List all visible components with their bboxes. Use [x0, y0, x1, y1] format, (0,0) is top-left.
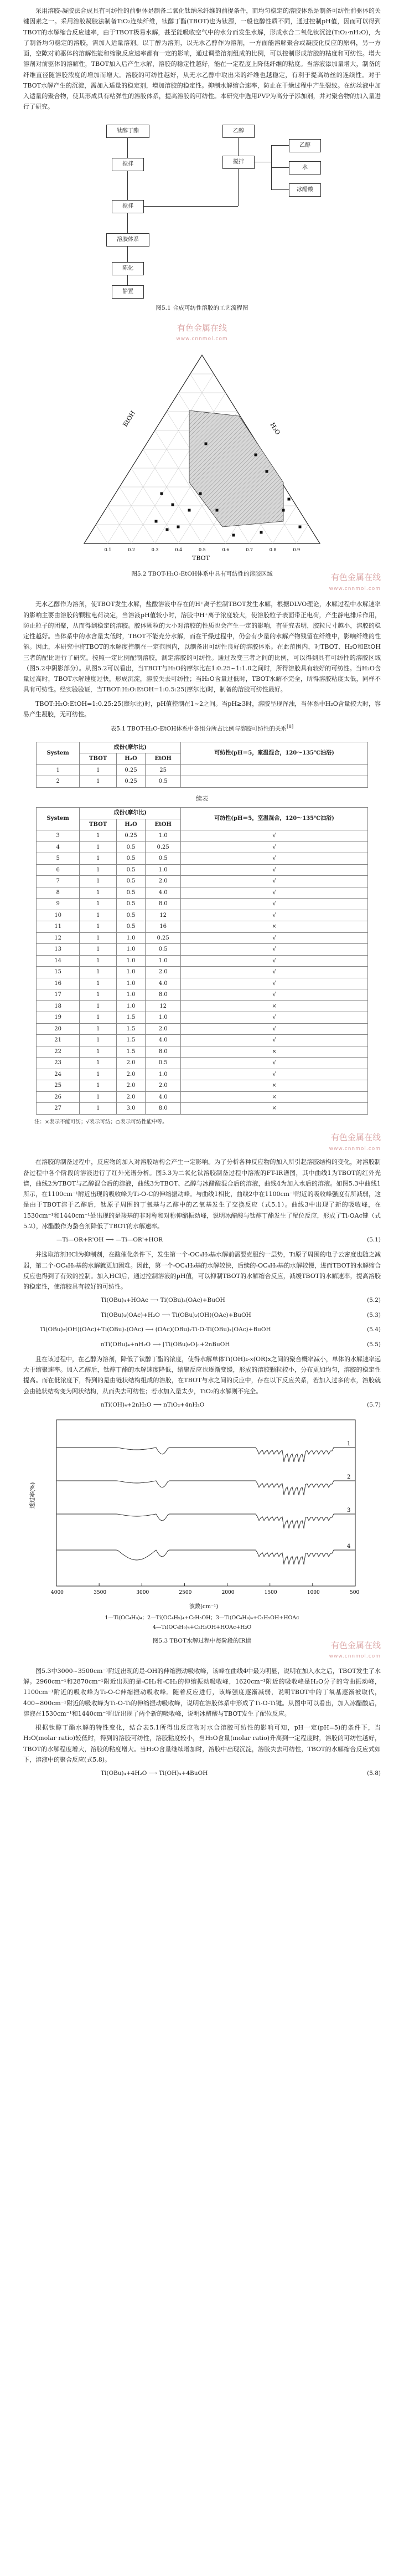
ir-spectrum-chart [23, 1414, 381, 1614]
equation-5-1: —Ti—OR+R'OH ⟶ —Ti—OR'+HOR (5.1) [56, 1236, 381, 1243]
table-row: 24 1 2.0 1.0 √ [37, 1069, 368, 1080]
tick-label: 0.6 [222, 547, 230, 552]
table-row: 20 1 1.5 2.0 √ [37, 1023, 368, 1035]
axis-water: H₂O [268, 421, 282, 436]
node-stir-2: 搅拌 [222, 156, 255, 169]
equation-5-4: Ti(OBu)₂(OH)(OAc)+Ti(OBu)₃(OAc) ⟶ (OAc)(OBu)₂Ti-O-Ti(OBu)₂(OAc)+BuOH (5.4) [40, 1326, 381, 1333]
table-row: 18 1 1.0 12 × [37, 1000, 368, 1012]
body-paragraph-8: 根据钛醇丁酯水解的特性变化，结合表5.1所得出反应物对水合溶胶可纺性的影响可知，pH一定(pH=5)的条件下，当H₂O(molar ratio)较低时，得到的溶胶可纺性，溶胶粘度较小，当H₂O含量(molar ratio)升高到一定程度时，溶胶的可纺性越好，TBOT的水解程度增大，溶胶的粘度增大。当H₂O含量继续增加时，溶胶中出现沉淀，溶胶失去可纺性，TBOT的水解缩合反应式如下，溶液中的聚合反应(式5.8)。 [23, 1724, 381, 1763]
tick-label: 0.4 [175, 547, 183, 552]
chart-ylabel: 透过率(%) [30, 1482, 36, 1509]
equation-5-8: Ti(OBu)₄+4H₂O ⟶ Ti(OH)₄+4BuOH (5.8) [101, 1770, 381, 1777]
x-tick-label: 4000 [51, 1590, 64, 1596]
table-row: 16 1 1.0 4.0 √ [37, 978, 368, 989]
equation-5-7: nTi(OH)₄+2nH₂O ⟶ nTiO₂+4nH₂O (5.7) [101, 1401, 381, 1408]
chart-legend: 1—Ti(OC₄H₉)₄；2—Ti(OC₄H₉)₄+C₂H₅OH；3—Ti(OC₄H₉)₄+C₂H₅OH+HOAc 4—Ti(OC₄H₉)₄+C₂H₅OH+HOAc+H₂O [105, 1615, 299, 1630]
tick-label: 0.3 [151, 547, 159, 552]
data-point [299, 525, 302, 528]
node-tbot: 钛醇丁酯 [106, 125, 149, 138]
x-tick-label: 2000 [221, 1590, 235, 1596]
figure-5-1-caption: 图5.1 合成可纺性溶胶的工艺流程图 [156, 304, 248, 311]
data-point [172, 503, 174, 506]
table-continued-title: 续表 [196, 794, 208, 802]
series-label: 3 [347, 1507, 351, 1514]
table-row: 7 1 0.5 2.0 √ [37, 876, 368, 887]
table-row: 4 1 0.5 0.25 √ [37, 841, 368, 853]
equation-5-5: nTi(OBu)₄+nH₂O ⟶ [Ti(OBu)₂O]ₙ+2nBuOH (5.5) [101, 1341, 381, 1348]
data-point [266, 470, 268, 473]
table-row: 13 1 1.0 0.5 √ [37, 944, 368, 956]
body-paragraph-4: 在溶胶的制备过程中，反应物的加入对溶胶结构会产生一定影响。为了分析各种反应物的加入所引起溶胶结构的变化，对溶胶制备过程中各个阶段的溶液进行了红外光谱分析。图5.3为二氧化钛溶胶制备过程中溶液的FT-IR谱图，其中曲线1为TBOT的红外光谱，曲线2为TBOT与乙醇混合后的溶液，曲线3为TBOT、乙醇与冰醋酸混合后的溶液，曲线4为加入水后的溶液。如图5.3中曲线1所示，在1100cm⁻¹附近出现的吸收峰为Ti-O-C的伸缩振动峰。与曲线1相比，曲线2中在1100cm⁻¹附近的吸收峰强度有所减弱，这是由于TBOT溶于乙醇后，钛原子周围的丁氧基与乙醇中的乙氧基发生了交换反应（式5.1）。曲线3中出现了新的吸收峰，在1530cm⁻¹和1440cm⁻¹处出现的是羧基的非对称和对称伸缩振动峰，说明冰醋酸与钛醇丁酯发生了配位反应，形成了Ti-OAc键（式5.2），冰醋酸作为螯合剂降低了TBOT的水解速率。 [23, 1158, 381, 1230]
body-paragraph-5: 并选取溶剂HCl为抑制剂，在酸催化条件下，发生第一个-OC₄H₉基水解前需要克服约一层势，Ti原子周围的电子云密度也随之减弱，第二个-OC₄H₉基的水解就更加困难。因此，第一个-OC₄H₉基的水解较快，后续的-OC₄H₉基的水解较慢，进而TBOT的水解缩合反应也得到了有效的控制。加入HCl后，通过控制溶液的pH值，可以抑制TBOT的水解缩合反应，减缓TBOT的水解速率，提高溶胶的稳定性，使溶胶具有较好的可纺性。 [23, 1251, 381, 1291]
equation-5-2: Ti(OBu)₄+HOAc ⟶ Ti(OBu)₃(OAc)+BuOH (5.2) [101, 1297, 381, 1304]
data-point [166, 528, 169, 531]
node-stir-1: 搅拌 [112, 158, 144, 171]
equation-5-3: Ti(OBu)₃(OAc)+H₂O ⟶ Ti(OBu)₂(OH)(OAc)+BuOH (5.3) [101, 1311, 381, 1318]
x-tick-label: 3500 [94, 1590, 107, 1596]
tick-label: 0.7 [246, 547, 253, 552]
node-acetic-acid: 冰醋酸 [289, 183, 321, 197]
x-tick-label: 3000 [136, 1590, 149, 1596]
intro-paragraph: 采用溶胶-凝胶法合成具有可纺性的前驱体是制备二氧化钛纳米纤维的前提条件，而均匀稳定的溶胶体系是制备可纺性前驱体的关键因素之一。采用溶胶凝胶法制备TiO₂连续纤维，钛醇丁酯(TBOT)也为钛源，一般也醇性质不同，通过控制pH值，因而可以得到TBOT的水解缩合反应速率，由于TBOT极易水解，甚至能吸收空气中的水分而发生水解，形成水合二氧化钛沉淀(TiO₂·nH₂O)，为了制备均匀稳定的溶胶，需加入适量溶剂。以丁醇为溶剂，以无水乙醇作为溶剂，一方面能溶解聚合或凝胶化反应的原料，另一方面，空隙对前驱体的溶解性能和缩聚反应速率都有一定的影响，通过调整溶剂组成的比例，可以控制形成溶胶的粘度和可纺性。增大溶剂对前驱体的溶解性，TBOT加入后产生水解，溶胶的稳定性越好，能在一定程度上降低纤维的粘度。当溶液添加量增大，制备的纤维直径随溶胶浓度的增加而增大。溶胶的可纺性越好，从无水乙醇中取出来的纤维也越稳定，有利于提高纺丝的连续性。对于TBOT水解产生的沉淀，需加入适量的稳定剂，增加溶胶的稳定性。抑制水解缩合速率，防止在干燥过程中产生裂纹。在纺丝液中加入适量的聚合物，使其形成具有粘弹性的溶胶体系，提高溶胶的可纺性。本研究中选用PVP为高分子添加剂，并对聚合物的加入量进行了研究。 [23, 7, 381, 111]
table-5-1-caption: 表5.1 TBOT-H₂O-EtOH体系中各组分所占比例与溶胶可纺性的关系[8] [110, 724, 294, 732]
data-point [155, 520, 158, 522]
body-paragraph-6: 且在该过程中，在乙醇为溶剂，降低了钛醇丁酯的浓度，使得水解单体Ti(OH)₄-x(OR)x之间的聚合概率减小，单体的水解速率远大于缩聚速率。加入乙醇后，钛醇丁酯的水解速度降低，缩聚反应也逐渐变缓，形成的溶胶颗粒较小，分布更加均匀，溶胶的稳定性提高。而在低浓度下，得到的是由链状结构组成的溶胶，在TBOT与水之间的反应中，存在以下反应关系，若加入过多的水，溶胶就会由链状结构变为网状结构，从而失去可纺性；若水加入量太少，TiO₂的水解则不完全。 [23, 1355, 381, 1395]
node-stir-3: 搅拌 [112, 200, 144, 213]
table-row: 8 1 0.5 4.0 √ [37, 887, 368, 899]
figure-5-3-caption: 图5.3 TBOT水解过程中每阶段的IR谱 [152, 1637, 252, 1644]
node-standing: 静置 [112, 285, 144, 299]
axis-ethanol: EtOH [121, 409, 137, 428]
watermark: 有色金属在线 www.cnnmol.com [176, 322, 228, 342]
ternary-diagram [23, 344, 381, 566]
table-5-1: System 成份(摩尔比) 可纺性(pH＝5，室温混合，120～135℃油浴) TBOT H₂O EtOH 1 1 0.25 25 2 1 0.25 0.5 [36, 742, 368, 788]
data-point [282, 509, 285, 511]
tick-label: 0.2 [128, 547, 135, 552]
data-point [232, 533, 235, 536]
node-water: 水 [289, 161, 321, 175]
series-label: 2 [347, 1474, 351, 1481]
figure-5-2-caption: 图5.2 TBOT-H₂O-EtOH体系中具有可纺性的溶胶区域 [131, 570, 273, 577]
axis-tbot: TBOT [192, 554, 210, 562]
node-ethanol-2: 乙醇 [289, 139, 321, 152]
table-row: 2 1 0.25 0.5 [37, 776, 368, 788]
table-row: 19 1 1.5 1.0 √ [37, 1012, 368, 1024]
process-flowchart [23, 117, 381, 300]
body-paragraph-3: TBOT:H₂O:EtOH=1:0.25:25(摩尔比)时，pH值控制在1~2之间。当pH≥3时，溶胶呈现浑浊，当体系中H₂O含量较大时，容易产生凝胶，无可纺性。 [23, 700, 381, 718]
x-tick-label: 1000 [307, 1590, 320, 1596]
watermark: 有色金属在线 www.cnnmol.com [329, 1132, 381, 1152]
x-tick-label: 500 [350, 1590, 360, 1596]
data-point [260, 531, 263, 533]
node-ethanol: 乙醇 [222, 125, 255, 138]
table-row: 5 1 0.5 0.5 √ [37, 853, 368, 865]
data-point [199, 492, 202, 495]
table-row: 25 1 2.0 2.0 × [37, 1080, 368, 1092]
table-row: 15 1 1.0 2.0 √ [37, 967, 368, 978]
ir-series-1 [56, 1448, 355, 1462]
chart-xlabel: 波数(cm⁻¹) [189, 1604, 219, 1610]
tick-label: 0.9 [293, 547, 301, 552]
table-row: 11 1 0.5 16 × [37, 921, 368, 933]
node-aging: 陈化 [112, 262, 144, 275]
table-5-1-continued: System 成份(摩尔比) 可纺性(pH＝5，室温混合，120～135℃油浴) TBOT H₂O EtOH 3 1 0.25 1.0 √ 4 1 0.5 0.25 √ 5 1 0.5 0.5 √ 6 1 0.5 1.0 √ 7 1 0.5 2.0 √ 8 1 0.5 4.0 √ 9 1 0.5 8.0 √ 10 1 0.5 12 √ 11 1 0.5 16 × 12 1 1.0 0.25 √ 13 1 1.0 0.5 √ 14 1 1.0 1.0 √ 15 1 1.0 2.0 √ 16 1 1.0 4.0 √ 17 1 1.0 8.0 √ 18 1 1.0 12 × 19 1 1.5 1.0 √ 20 1 1.5 2.0 √ 21 1 1.5 4.0 √ 22 1 1.5 8.0 × 23 1 2.0 0.5 √ 24 1 2.0 1.0 √ 25 1 2.0 2.0 × 26 1 2.0 4.0 × 27 1 3.0 8.0 × [36, 807, 368, 1115]
series-label: 1 [347, 1441, 351, 1448]
table-row: 23 1 2.0 0.5 √ [37, 1058, 368, 1069]
table-row: 17 1 1.0 8.0 √ [37, 989, 368, 1001]
table-row: 26 1 2.0 4.0 × [37, 1091, 368, 1103]
ir-series-4 [56, 1550, 355, 1564]
body-paragraph-2: 无水乙醇作为溶剂，使TBOT发生水解，盐酸溶液中存在的H⁺离子控制TBOT发生水解，根据DLVO理论，水解过程中水解速率的影响主要由溶胶的颗粒电荷决定，当溶液pH值较小时，溶胶中H⁺离子浓度较大，使溶胶粒子表面带正电荷，产生静电排斥作用，防止粒子的团聚，从而得到稳定的溶胶。胶体颗粒的大小对溶胶的性质也会产生一定的影响，有研究表明，胶粒尺寸越小，溶胶的稳定性越好。当体系中的水含量太低时，TBOT不能充分水解，而在干燥过程中，仍会有少量的水解产物残留在纤维中，影响纤维的性能。因此，本研究中将TBOT的水解度控制在一定范围内，以制备出可纺性良好的溶胶体系。在此范围内，对TBOT、H₂O和EtOH三者的配比进行了研究。按照一定比例配制溶胶，测定溶胶的可纺性。通过改变三者之间的比例，可以得到具有可纺性的溶胶区域（图5.2中阴影部分）。从图5.2可以看出，当TBOT与H₂O的摩尔比在1:0.25~1:1.0之间时，所得溶胶具有较好的可纺性。当H₂O含量过高时，TBOT水解速度过快，形成沉淀，溶胶失去可纺性；当H₂O含量过低时，TBOT水解不完全，所得溶胶粘度太低，同样不具有可纺性。经实验验证，当TBOT:H₂O:EtOH=1:0.5:25(摩尔比)时，制备的溶胶可纺性最好。 [23, 601, 381, 694]
ir-series-2 [56, 1481, 355, 1495]
table-row: 22 1 1.5 8.0 × [37, 1046, 368, 1058]
watermark: 有色金属在线 www.cnnmol.com [329, 1640, 381, 1660]
watermark: 有色金属在线 www.cnnmol.com [329, 572, 381, 592]
data-point [216, 509, 219, 511]
data-point [160, 492, 163, 495]
tick-label: 0.1 [104, 547, 112, 552]
x-tick-label: 1500 [264, 1590, 277, 1596]
table-row: 14 1 1.0 1.0 √ [37, 955, 368, 967]
data-point [288, 497, 291, 500]
series-label: 4 [347, 1543, 351, 1550]
table-row: 9 1 0.5 8.0 √ [37, 899, 368, 910]
table-row: 12 1 1.0 0.25 √ [37, 932, 368, 944]
data-point [205, 442, 208, 445]
table-row: 10 1 0.5 12 √ [37, 910, 368, 921]
table-row: 6 1 0.5 1.0 √ [37, 864, 368, 876]
table-row: 1 1 0.25 25 [37, 764, 368, 776]
table-row: 3 1 0.25 1.0 √ [37, 830, 368, 842]
x-tick-label: 2500 [179, 1590, 192, 1596]
ir-series-3 [56, 1514, 355, 1528]
node-sol: 溶胶体系 [106, 233, 149, 247]
table-note: 注：×表示不能可纺；√表示可纺；○表示可纺性能中等。 [34, 1118, 168, 1125]
body-paragraph-7: 图5.3中3000~3500cm⁻¹附近出现的是-OH的伸缩振动吸收峰，该峰在曲线4中最为明显，说明在加入水之后，TBOT发生了水解。2960cm⁻¹和2870cm⁻¹附近出现的是-CH₃和-CH₂的伸缩振动吸收峰，1620cm⁻¹附近的吸收峰是H₂O分子的弯曲振动峰，1100cm⁻¹附近的吸收峰为Ti-O-C伸缩振动吸收峰。随着反应进行，该峰强度逐渐减弱，说明TBOT中的丁氧基逐渐被取代，400~800cm⁻¹附近的吸收峰为Ti-O-Ti的伸缩振动吸收峰，说明在溶胶体系中形成了Ti-O-Ti键。从图中可以看出，加入冰醋酸后，溶液在1530cm⁻¹和1440cm⁻¹附近出现了两个新的吸收峰，说明冰醋酸与TBOT发生了配位反应。 [23, 1667, 381, 1717]
data-point [177, 525, 180, 528]
tick-label: 0.8 [269, 547, 277, 552]
tick-label: 0.5 [199, 547, 206, 552]
table-row: 21 1 1.5 4.0 √ [37, 1035, 368, 1046]
data-point [255, 453, 257, 456]
table-row: 27 1 3.0 8.0 × [37, 1103, 368, 1115]
data-point [188, 509, 191, 511]
